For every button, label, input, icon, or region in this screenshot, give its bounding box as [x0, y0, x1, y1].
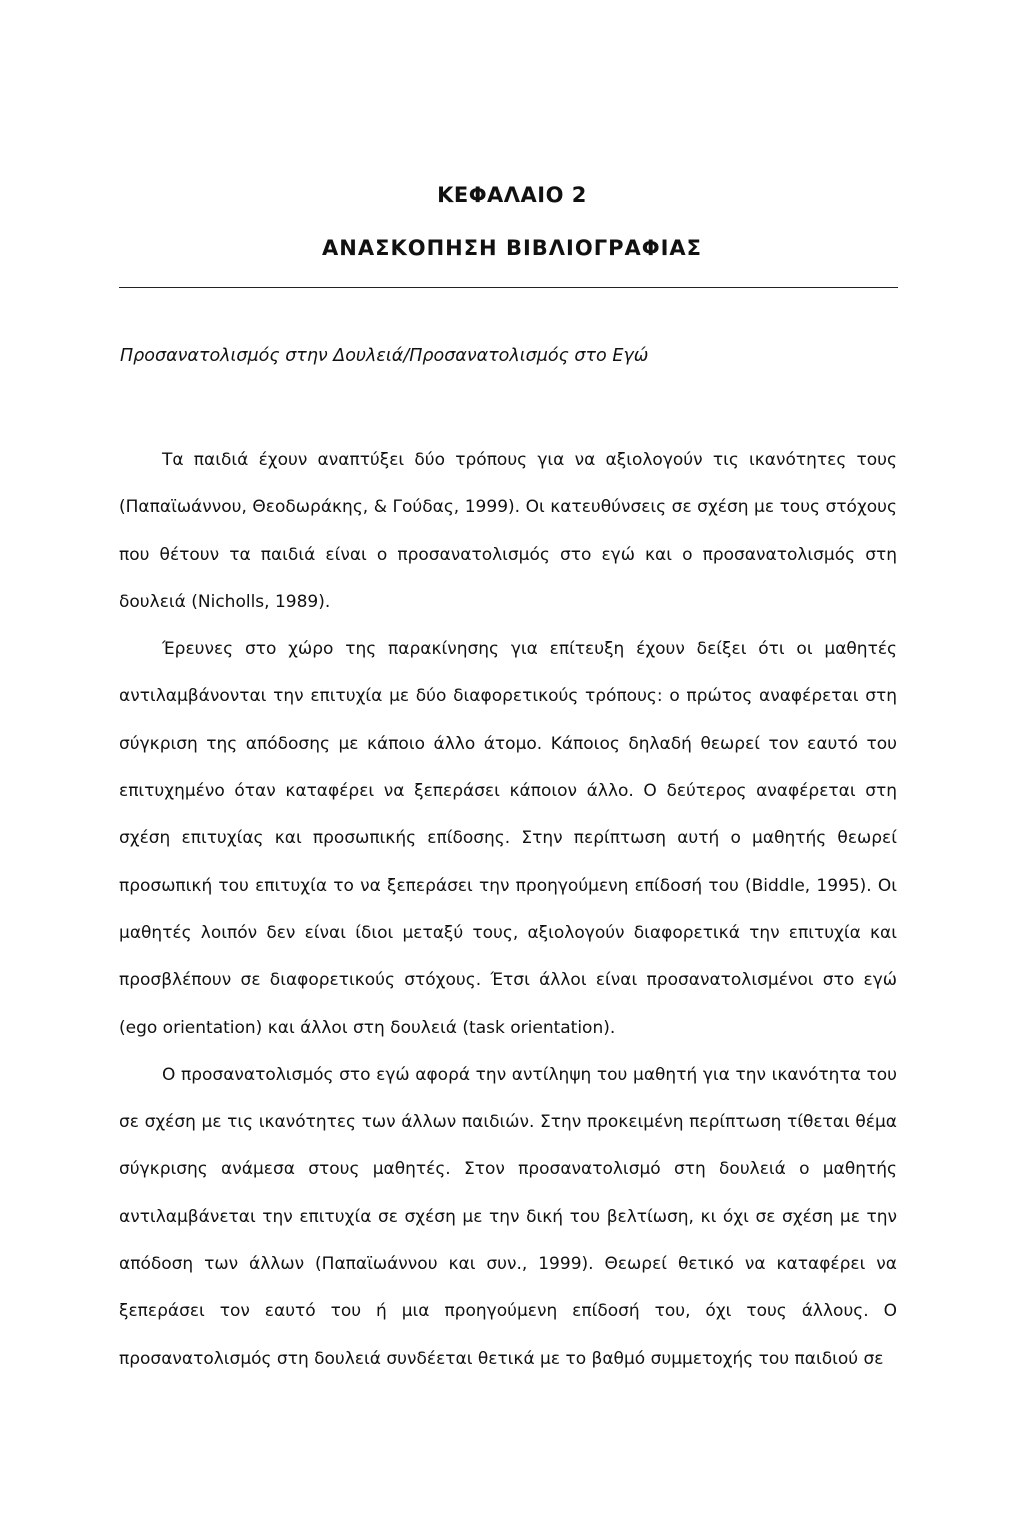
section-subtitle: Προσανατολισμός στην Δουλειά/Προσανατολισμός στο Εγώ — [120, 346, 649, 366]
body-text — [119, 437, 897, 1383]
heading-divider — [119, 287, 898, 288]
paragraph-2: Έρευνες στο χώρο της παρακίνησης για επίτευξη έχουν δείξει ότι οι μαθητές αντιλαμβάνονται την επιτυχία με δύο διαφορετικούς τρόπους: ο πρώτος αναφέρεται στη σύγκριση της απόδοσης με κάποιο άλλο άτομο. Κάποιος δηλαδή θεωρεί τον εαυτό του επιτυχημένο όταν καταφέρει να ξεπεράσει κάποιον άλλο. Ο δεύτερος αναφέρεται στη σχέση επιτυχίας και προσωπικής επίδοσης. Στην περίπτωση αυτή ο μαθητής θεωρεί προσωπική του επιτυχία το να ξεπεράσει την προηγούμενη επίδοσή του (Biddle, 1995). Οι μαθητές λοιπόν δεν είναι ίδιοι μεταξύ τους, αξιολογούν διαφορετικά την επιτυχία και προσβλέπουν σε διαφορετικούς στόχους. Έτσι άλλοι είναι προσανατολισμένοι στο εγώ (ego orientation) και άλλοι στη δουλειά (task orientation). — [119, 639, 897, 1038]
chapter-title: ΑΝΑΣΚΟΠΗΣΗ ΒΙΒΛΙΟΓΡΑΦΙΑΣ — [322, 236, 702, 260]
paragraph-1: Τα παιδιά έχουν αναπτύξει δύο τρόπους για να αξιολογούν τις ικανότητες τους (Παπαϊωάννου, Θεοδωράκης, & Γούδας, 1999). Οι κατευθύνσεις σε σχέση με τους στόχους που θέτουν τα παιδιά είναι ο προσανατολισμός στο εγώ και ο προσανατολισμός στη δουλειά (Nicholls, 1989). — [119, 450, 897, 612]
chapter-number: ΚΕΦΑΛΑΙΟ 2 — [437, 183, 587, 207]
paragraph-3: Ο προσανατολισμός στο εγώ αφορά την αντίληψη του μαθητή για την ικανότητα του σε σχέση με τις ικανότητες των άλλων παιδιών. Στην προκειμένη περίπτωση τίθεται θέμα σύγκρισης ανάμεσα στους μαθητές. Στον προσανατολισμό στη δουλειά ο μαθητής αντιλαμβάνεται την επιτυχία σε σχέση με την δική του βελτίωση, κι όχι σε σχέση με την απόδοση των άλλων (Παπαϊωάννου και συν., 1999). Θεωρεί θετικό να καταφέρει να ξεπεράσει τον εαυτό του ή μια προηγούμενη επίδοσή του, όχι τους άλλους. Ο προσανατολισμός στη δουλειά συνδέεται θετικά με το βαθμό συμμετοχής του παιδιού σε — [119, 1064, 897, 1369]
